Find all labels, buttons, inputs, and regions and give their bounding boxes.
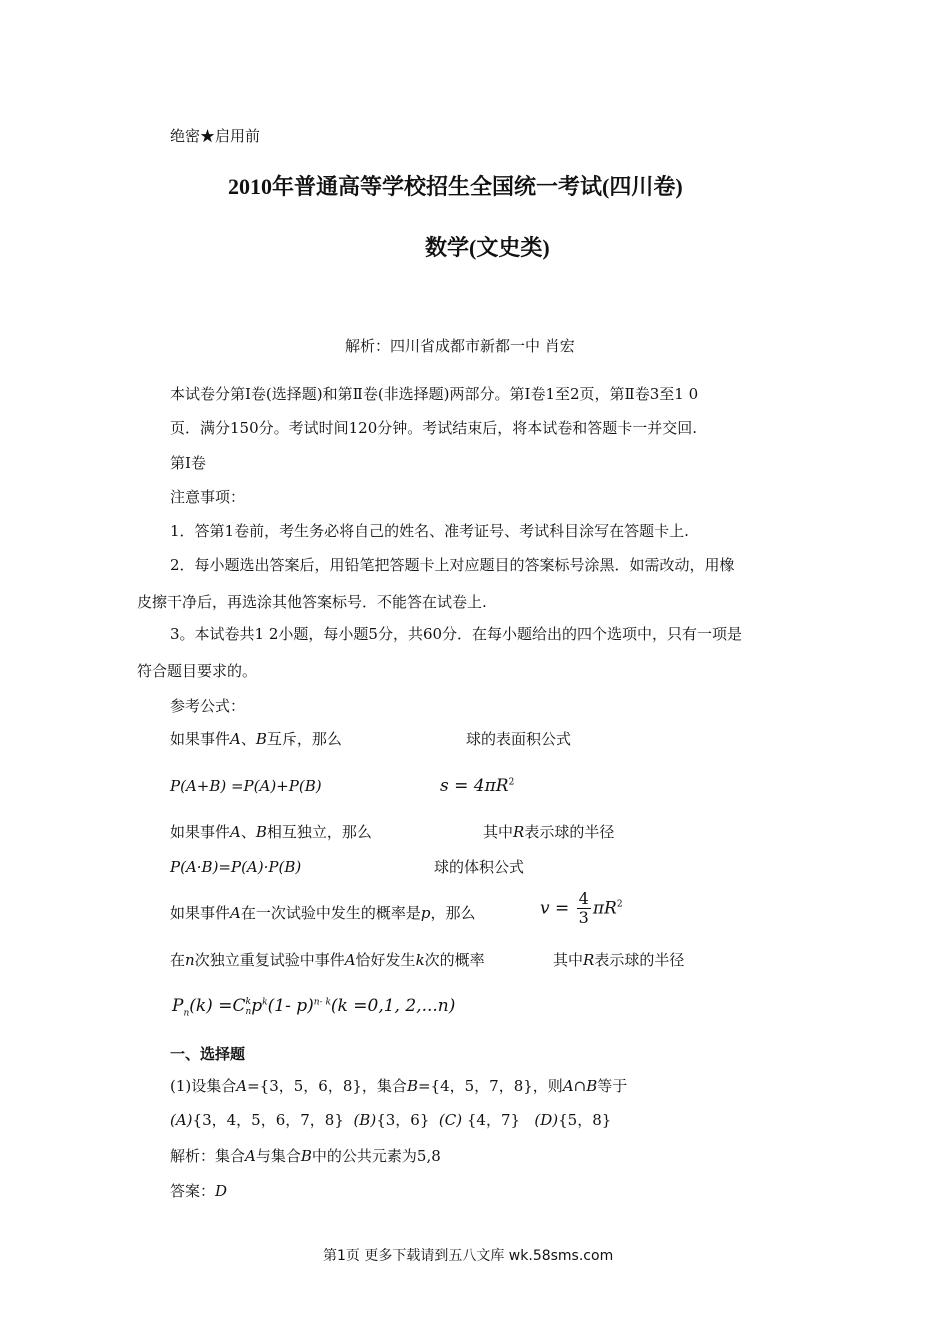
volume-denominator: 3 bbox=[578, 908, 589, 927]
option-c-label: (C) bbox=[438, 1111, 463, 1129]
mutex-label-d: B bbox=[255, 730, 267, 748]
prob-label-c: 在一次试验中发生的概率是 bbox=[240, 904, 421, 922]
binom-P: P bbox=[172, 996, 184, 1016]
binom-k-arg: (k) =C bbox=[189, 996, 246, 1016]
note-2-line-1: 2．每小题选出答案后，用铅笔把答题卡上对应题目的答案标号涂黑．如需改动，用橡 bbox=[170, 556, 735, 574]
bernoulli-f: k bbox=[415, 951, 425, 969]
volume-exponent: 2 bbox=[616, 899, 623, 910]
part1-heading: 第Ⅰ卷 bbox=[170, 454, 206, 472]
option-b-label: (B) bbox=[353, 1111, 377, 1129]
section1-heading: 一、选择题 bbox=[170, 1045, 246, 1063]
sphere-area-formula bbox=[440, 775, 514, 797]
note-3-line-2: 符合题目要求的。 bbox=[137, 662, 258, 680]
binom-paren-sup: n- k bbox=[313, 997, 331, 1008]
prob-label bbox=[170, 903, 476, 923]
option-a-label: (A) bbox=[170, 1111, 193, 1129]
prob-label-d: p bbox=[420, 904, 431, 922]
indep-label bbox=[170, 822, 372, 842]
secret-label: 绝密★启用前 bbox=[170, 127, 261, 145]
note-1: 1．答第1卷前，考生务必将自己的姓名、准考证号、考试科目涂写在答题卡上. bbox=[170, 522, 689, 540]
analysis-d: B bbox=[300, 1147, 312, 1165]
sphere-area-formula-body: s = 4πR bbox=[440, 776, 509, 796]
indep-label-e: 相互独立，那么 bbox=[266, 823, 372, 841]
q1-g: ∩ bbox=[573, 1077, 587, 1095]
answer-label: 答案： bbox=[170, 1182, 216, 1200]
analysis-a: 解析：集合 bbox=[170, 1147, 246, 1165]
answer-value: D bbox=[215, 1182, 228, 1200]
radius-note-1-c: 表示球的半径 bbox=[524, 823, 615, 841]
radius-note-2-b: R bbox=[583, 951, 595, 969]
binom-domain: (k =0,1, 2,...n) bbox=[330, 996, 456, 1016]
mutex-label-e: 互斥，那么 bbox=[266, 730, 342, 748]
binom-p: p bbox=[251, 996, 263, 1016]
sphere-volume-formula bbox=[540, 890, 623, 927]
volume-rhs: πR bbox=[592, 898, 617, 919]
notes-heading: 注意事项： bbox=[170, 488, 246, 506]
radius-note-2-c: 表示球的半径 bbox=[594, 951, 685, 969]
bernoulli-d: A bbox=[344, 951, 356, 969]
analysis-e: 中的公共元素为5,8 bbox=[311, 1147, 441, 1165]
indep-label-c: 、 bbox=[240, 823, 256, 841]
mutex-label-c: 、 bbox=[240, 730, 256, 748]
radius-note-2 bbox=[553, 950, 684, 970]
q1-h: B bbox=[586, 1077, 598, 1095]
binom-C-sub: n bbox=[245, 1006, 252, 1017]
bernoulli-c: 次独立重复试验中事件 bbox=[194, 951, 345, 969]
analyst-credit: 解析：四川省成都市新都一中 肖宏 bbox=[345, 337, 575, 355]
bernoulli-b: n bbox=[185, 951, 195, 969]
intro-line-1: 本试卷分第Ⅰ卷(选择题)和第Ⅱ卷(非选择题)两部分。第Ⅰ卷1至2页，第Ⅱ卷3至1 0 bbox=[170, 385, 699, 403]
binomial-formula bbox=[172, 994, 455, 1018]
prob-label-a: 如果事件 bbox=[170, 904, 231, 922]
mutex-label bbox=[170, 729, 342, 749]
exam-title: 2010年普通高等学校招生全国统一考试(四川卷) bbox=[228, 174, 683, 199]
note-3-line-1: 3。本试卷共1 2小题，每小题5分，共60分．在每小题给出的四个选项中，只有一项是 bbox=[170, 625, 743, 643]
sphere-area-label: 球的表面积公式 bbox=[466, 730, 572, 748]
sphere-area-exponent: 2 bbox=[508, 777, 515, 788]
indep-label-d: B bbox=[255, 823, 267, 841]
sphere-volume-label: 球的体积公式 bbox=[434, 858, 525, 876]
formulas-heading: 参考公式： bbox=[170, 697, 246, 715]
option-c-value: {4，7} bbox=[466, 1111, 521, 1129]
option-a-value: {3，4，5，6，7，8} bbox=[192, 1111, 344, 1129]
exam-subtitle: 数学(文史类) bbox=[425, 235, 550, 260]
option-b-value: {3，6} bbox=[376, 1111, 430, 1129]
radius-note-2-a: 其中 bbox=[553, 951, 584, 969]
q1-f: A bbox=[562, 1077, 574, 1095]
bernoulli-a: 在 bbox=[170, 951, 186, 969]
prob-label-b: A bbox=[230, 904, 241, 922]
question-1-options bbox=[170, 1110, 611, 1130]
option-d-label: (D) bbox=[534, 1111, 559, 1129]
radius-note-1-a: 其中 bbox=[483, 823, 514, 841]
indep-label-a: 如果事件 bbox=[170, 823, 231, 841]
mutex-label-b: A bbox=[230, 730, 241, 748]
prob-label-e: ，那么 bbox=[430, 904, 476, 922]
q1-e: ={4，5，7，8}，则 bbox=[417, 1077, 563, 1095]
question-1-answer bbox=[170, 1181, 227, 1201]
radius-note-1-b: R bbox=[513, 823, 525, 841]
intro-line-2: 页．满分150分。考试时间120分钟。考试结束后，将本试卷和答题卡一并交回. bbox=[170, 419, 698, 437]
option-d-value: {5，8} bbox=[558, 1111, 612, 1129]
volume-numerator: 4 bbox=[578, 889, 589, 908]
q1-c: ={3，5，6，8}，集合 bbox=[247, 1077, 407, 1095]
q1-b: A bbox=[236, 1077, 248, 1095]
question-1 bbox=[170, 1076, 627, 1096]
analysis-c: 与集合 bbox=[255, 1147, 301, 1165]
radius-note-1 bbox=[483, 822, 614, 842]
q1-d: B bbox=[406, 1077, 418, 1095]
mutex-label-a: 如果事件 bbox=[170, 730, 231, 748]
bernoulli-g: 次的概率 bbox=[424, 951, 485, 969]
binom-paren: (1- p) bbox=[267, 996, 314, 1016]
indep-label-b: A bbox=[230, 823, 241, 841]
bernoulli-e: 恰好发生 bbox=[355, 951, 416, 969]
analysis-b: A bbox=[245, 1147, 256, 1165]
volume-fraction bbox=[577, 890, 591, 927]
binom-n-sub: n bbox=[183, 1008, 190, 1019]
question-1-analysis bbox=[170, 1146, 441, 1166]
binom-p-sup: k bbox=[262, 997, 268, 1008]
mutex-formula: P(A+B) =P(A)+P(B) bbox=[170, 777, 322, 795]
note-2-line-2: 皮擦干净后，再选涂其他答案标号．不能答在试卷上. bbox=[137, 593, 487, 611]
volume-lhs: v = bbox=[540, 898, 570, 919]
indep-formula: P(A·B)=P(A)·P(B) bbox=[170, 858, 302, 876]
bernoulli-label bbox=[170, 950, 485, 970]
q1-i: 等于 bbox=[597, 1077, 628, 1095]
binom-C-sup: k bbox=[245, 996, 251, 1007]
q1-a: (1)设集合 bbox=[170, 1077, 237, 1095]
page-footer: 第1页 更多下载请到五八文库 wk.58sms.com bbox=[323, 1248, 614, 1264]
